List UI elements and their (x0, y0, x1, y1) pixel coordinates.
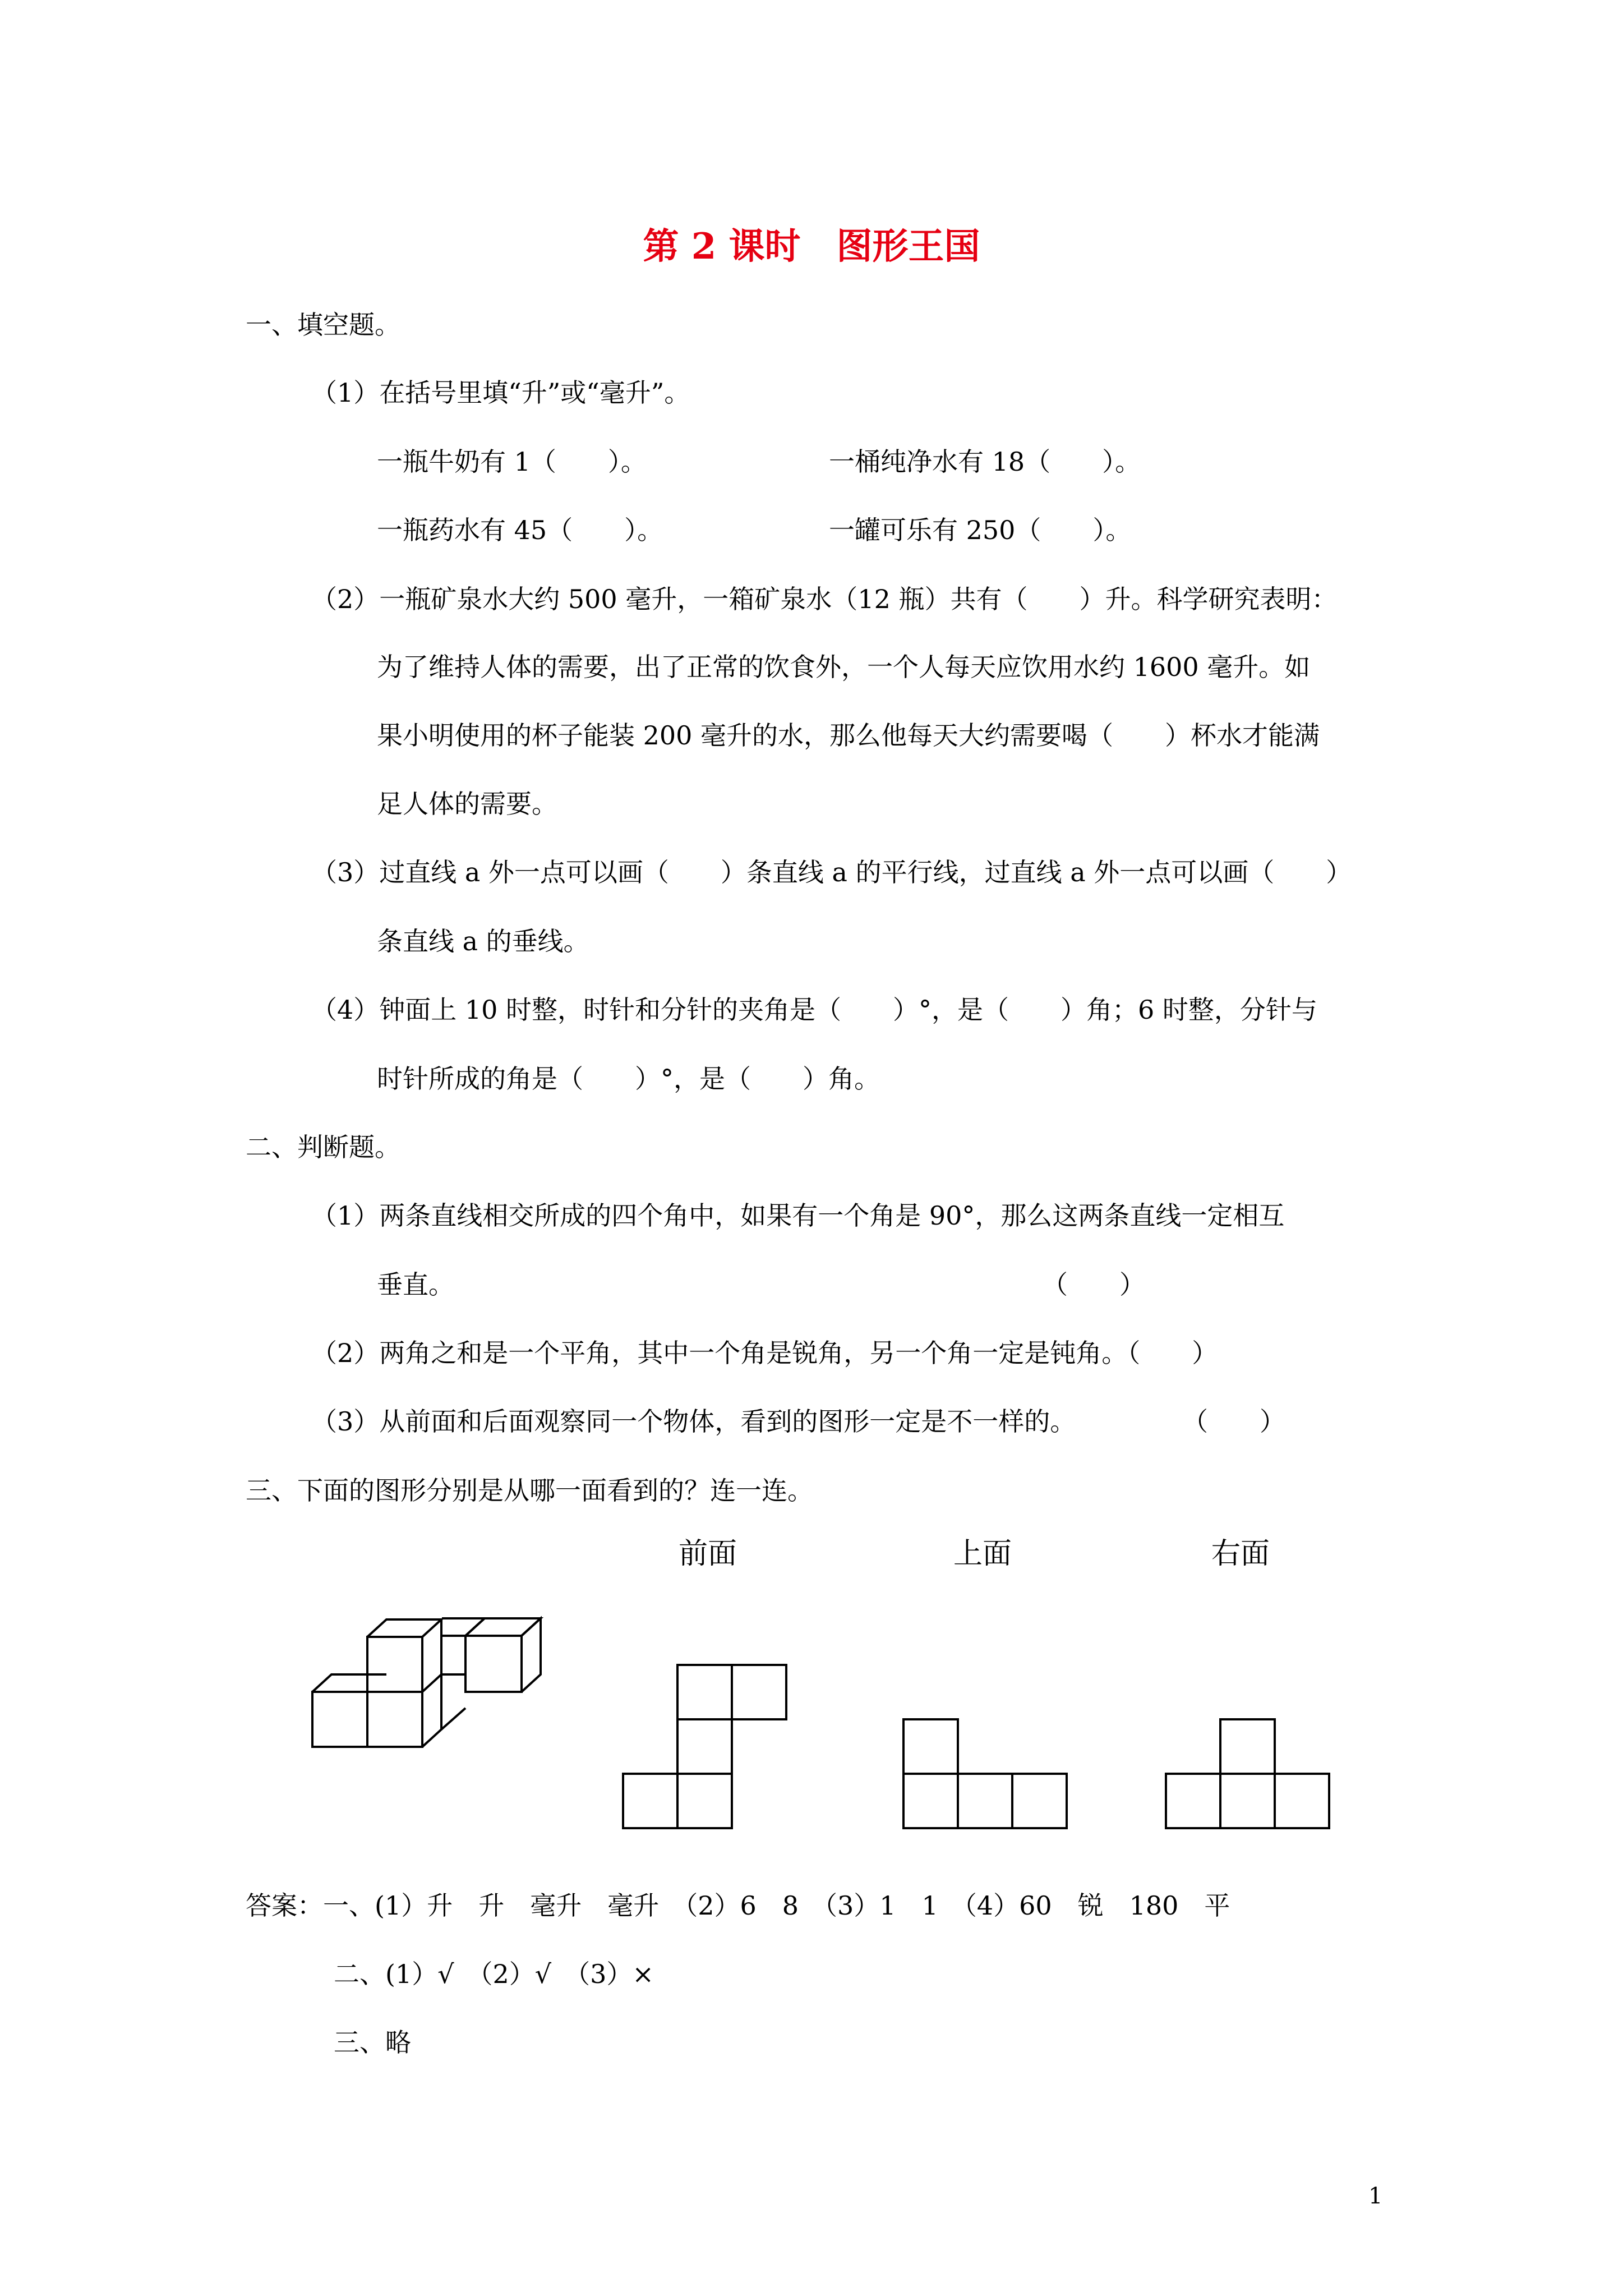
q3-line2: 条直线 a 的垂线。 (377, 926, 589, 956)
page-number: 1 (1368, 2183, 1383, 2209)
answer-line3: 三、略 (334, 2027, 411, 2058)
q1-item-cola: 一罐可乐有 250（ ）。 (829, 515, 1132, 545)
section3-heading: 三、下面的图形分别是从哪一面看到的？连一连。 (246, 1475, 813, 1506)
q1-item-water: 一桶纯净水有 18（ ）。 (829, 447, 1141, 477)
q2-line3: 果小明使用的杯子能装 200 毫升的水，那么他每天大约需要喝（ ）杯水才能满 (377, 720, 1320, 751)
judge-q2: （2）两角之和是一个平角，其中一个角是锐角，另一个角一定是钝角。（ ） (311, 1338, 1218, 1368)
judge-q1-bracket: （ ） (1042, 1269, 1145, 1300)
judge-q3-bracket: （ ） (1182, 1406, 1285, 1437)
q1-item-medicine: 一瓶药水有 45（ ）。 (377, 515, 663, 545)
judge-q3: （3）从前面和后面观察同一个物体，看到的图形一定是不一样的。 (311, 1406, 1076, 1437)
answer-line1: 答案：一、(1）升 升 毫升 毫升 （2）6 8 （3）1 1 （4）60 锐 180 平 (246, 1890, 1230, 1921)
q4-line2: 时针所成的角是（ ）°，是（ ）角。 (377, 1064, 880, 1094)
section1-heading: 一、填空题。 (246, 310, 400, 340)
label-top: 上面 (953, 1537, 1012, 1571)
section2-heading: 二、判断题。 (246, 1132, 400, 1162)
q4-line1: （4）钟面上 10 时整，时针和分针的夹角是（ ）°，是（ ）角；6 时整，分针与 (311, 995, 1317, 1025)
judge-q1-line2: 垂直。 (377, 1269, 454, 1300)
q2-line2: 为了维持人体的需要，出了正常的饮食外，一个人每天应饮用水约 1600 毫升。如 (377, 652, 1311, 682)
q2-line4: 足人体的需要。 (377, 789, 557, 819)
q1-stem: （1）在括号里填“升”或“毫升”。 (311, 378, 690, 408)
label-front: 前面 (679, 1537, 737, 1571)
q1-item-milk: 一瓶牛奶有 1（ ）。 (377, 447, 647, 477)
q2-line1: （2）一瓶矿泉水大约 500 毫升，一箱矿泉水（12 瓶）共有（ ）升。科学研究表明： (311, 584, 1338, 614)
judge-q1-line1: （1）两条直线相交所成的四个角中，如果有一个角是 90°，那么这两条直线一定相互 (311, 1200, 1285, 1231)
page-title: 第 2 课时 图形王国 (643, 226, 980, 268)
label-right: 右面 (1211, 1537, 1270, 1571)
q3-line1: （3）过直线 a 外一点可以画（ ）条直线 a 的平行线，过直线 a 外一点可以画（ ） (311, 857, 1352, 887)
answer-line2: 二、(1）√ （2）√ （3）× (334, 1959, 654, 1989)
